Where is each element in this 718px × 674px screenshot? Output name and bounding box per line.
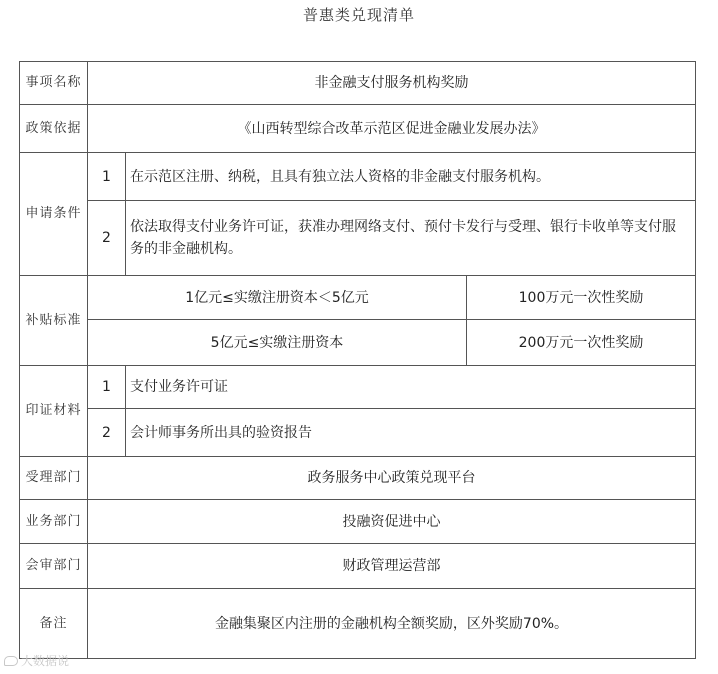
material-text: 会计师事务所出具的验资报告 (130, 424, 312, 441)
material-text: 支付业务许可证 (130, 379, 228, 395)
accept-dept-value: 政务服务中心政策兑现平台 (307, 470, 476, 486)
condition-number: 1 (102, 168, 111, 185)
remarks-label: 备注 (39, 615, 68, 631)
chat-bubble-icon (4, 656, 18, 666)
item-name-label: 事项名称 (25, 75, 82, 90)
subsidy-reward: 100万元一次性奖励 (518, 289, 644, 306)
condition-number: 2 (102, 230, 111, 246)
item-name-value: 非金融支付服务机构奖励 (314, 75, 469, 91)
accept-dept-label: 受理部门 (25, 470, 82, 485)
business-dept-value: 投融资促进中心 (342, 513, 441, 530)
subsidy-label: 补贴标准 (25, 312, 82, 328)
policy-basis-label: 政策依据 (25, 120, 82, 136)
subsidy-reward: 200万元一次性奖励 (518, 334, 644, 351)
review-dept-value: 财政管理运营部 (342, 558, 441, 574)
page-title: 普惠类兑现清单 (302, 6, 415, 24)
condition-text: 在示范区注册、纳税，且具有独立法人资格的非金融支付服务机构。 (130, 168, 550, 185)
watermark-text: 大数据说 (21, 654, 70, 668)
material-number: 1 (102, 379, 111, 395)
condition-text: 依法取得支付业务许可证，获准办理网络支付、预付卡发行与受理、银行卡收单等支付服务的非金融机构。 (130, 219, 676, 257)
business-dept-label: 业务部门 (25, 513, 82, 529)
material-number: 2 (102, 424, 111, 441)
subsidy-condition: 5亿元≤实缴注册资本 (210, 334, 344, 351)
policy-basis-value: 《山西转型综合改革示范区促进金融业发展办法》 (237, 120, 546, 137)
subsidy-condition: 1亿元≤实缴注册资本＜5亿元 (185, 289, 369, 306)
materials-label: 印证材料 (25, 403, 82, 418)
watermark (4, 652, 69, 669)
remarks-value: 金融集聚区内注册的金融机构全额奖励，区外奖励70%。 (214, 615, 569, 632)
conditions-label: 申请条件 (25, 206, 82, 221)
policy-table (19, 61, 696, 659)
review-dept-label: 会审部门 (25, 558, 82, 573)
